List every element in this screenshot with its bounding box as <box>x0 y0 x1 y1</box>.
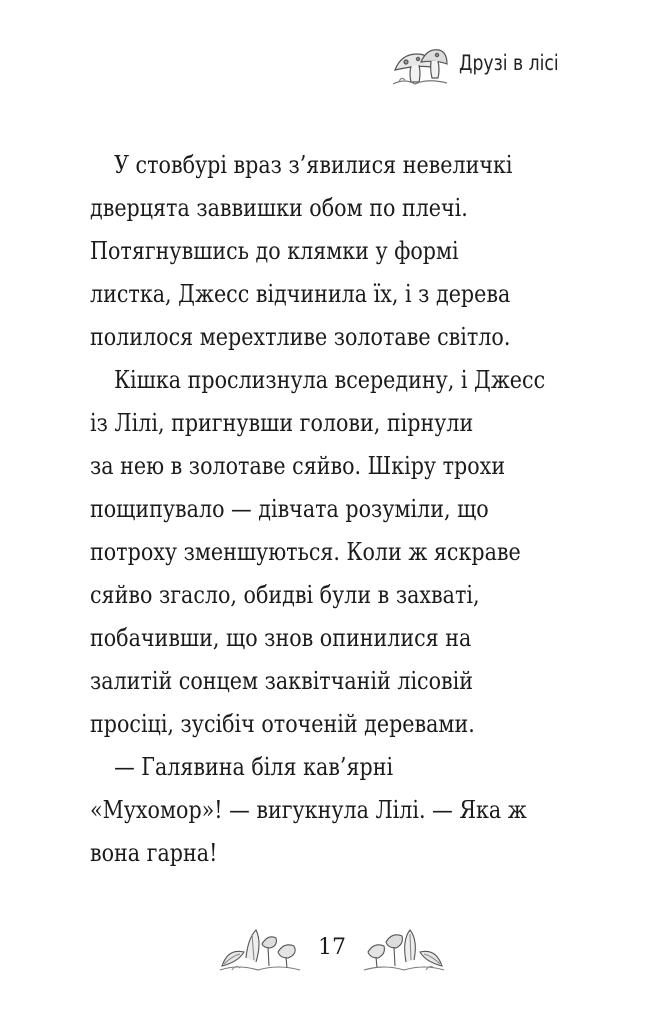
text-line: Потягнувшись до клямки у формі <box>90 237 459 265</box>
mushrooms-leaves-right-icon <box>362 922 446 974</box>
text-line: полилося мерехтливе золотаве світло. <box>90 323 511 351</box>
text-line: — Галявина біля кав’ярні <box>114 753 394 781</box>
page-number: 17 <box>318 935 346 960</box>
text-line: У стовбурі враз з’явилися невеличкі <box>114 151 513 179</box>
text-line: пощипувало — дівчата розуміли, що <box>90 495 489 523</box>
text-line: просіці, зусібіч оточеній деревами. <box>90 710 475 738</box>
text-line: за нею в золотаве сяйво. Шкіру трохи <box>90 452 506 480</box>
running-header-title: Друзі в лісі <box>459 51 560 75</box>
text-line: потроху зменшуються. Коли ж яскраве <box>90 538 521 566</box>
text-line: листка, Джесс відчинила їх, і з дерева <box>90 280 511 308</box>
running-header <box>391 40 581 86</box>
paragraph <box>90 746 610 875</box>
text-line: із Лілі, пригнувши голови, пірнули <box>90 409 474 437</box>
paragraph <box>90 144 610 359</box>
text-line: дверцята заввишки обом по плечі. <box>90 194 468 222</box>
page-body-text <box>90 144 610 875</box>
mushrooms-leaves-left-icon <box>218 922 302 974</box>
text-line: сяйво згасло, обидві були в захваті, <box>90 581 480 609</box>
text-line: побачивши, що знов опинилися на <box>90 624 472 652</box>
paragraph <box>90 359 610 746</box>
text-line: залитій сонцем заквітчаній лісовій <box>90 667 474 695</box>
page-footer <box>218 920 446 976</box>
mushrooms-illustration-icon <box>391 40 449 86</box>
text-line: вона гарна! <box>90 839 218 867</box>
text-line: «Мухомор»! — вигукнула Лілі. — Яка ж <box>90 796 527 824</box>
text-line: Кішка прослизнула всередину, і Джесс <box>114 366 546 394</box>
